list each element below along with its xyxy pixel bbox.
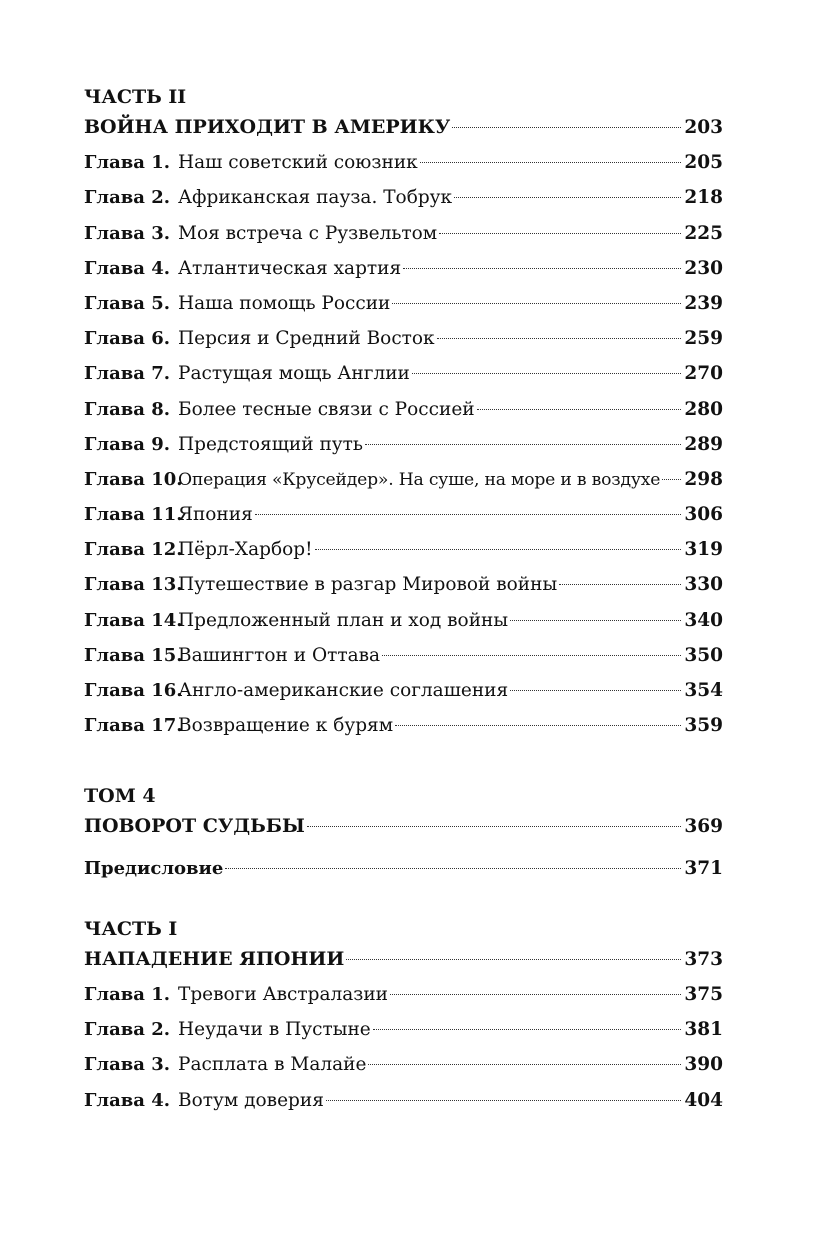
chapter-label: Глава 15. — [84, 644, 183, 666]
chapter-title: Атлантическая хартия — [178, 257, 402, 279]
page-number: 375 — [684, 983, 723, 1005]
page-number: 369 — [684, 816, 723, 838]
chapter-title: Неудачи в Пустыне — [178, 1019, 371, 1041]
page-number: 218 — [684, 187, 723, 209]
chapter-label: Глава 10. — [84, 468, 183, 490]
toc-entry — [84, 603, 723, 638]
page-number: 230 — [684, 257, 723, 279]
chapter-label: Глава 12. — [84, 539, 183, 561]
toc-entry — [84, 708, 723, 743]
chapter-title: Япония — [178, 504, 253, 526]
toc-entry — [84, 356, 723, 391]
dot-leader — [326, 1100, 682, 1101]
page-number: 354 — [684, 680, 723, 701]
page-number: 280 — [684, 398, 723, 420]
dot-leader — [477, 409, 682, 410]
chapter-title: Персия и Средний Восток — [178, 328, 435, 350]
chapter-label: Глава 4. — [84, 257, 171, 279]
chapter-label: Глава 1. — [84, 152, 171, 174]
page-number: 359 — [684, 715, 723, 737]
toc-entry — [84, 286, 723, 321]
volume-title: ПОВОРОТ СУДЬБЫ — [84, 815, 305, 838]
dot-leader — [307, 826, 682, 827]
chapter-label: Глава 3. — [84, 222, 171, 244]
page-number: 306 — [684, 504, 723, 526]
page-number: 350 — [684, 644, 723, 666]
chapter-label: Глава 9. — [84, 433, 171, 455]
chapter-label: Глава 6. — [84, 328, 171, 350]
chapter-label: Глава 7. — [84, 363, 171, 385]
chapter-label: Глава 1. — [84, 983, 171, 1005]
dot-leader — [510, 690, 681, 691]
page-number: 371 — [684, 857, 723, 879]
page-number: 390 — [684, 1054, 723, 1076]
dot-leader — [225, 868, 681, 869]
dot-leader — [559, 584, 681, 585]
toc-entry — [84, 977, 723, 1012]
chapter-title: Более тесные связи с Россией — [178, 398, 475, 420]
part-label: ЧАСТЬ II — [84, 86, 187, 108]
dot-leader — [439, 233, 681, 234]
chapter-label: Глава 3. — [84, 1054, 171, 1076]
page-number: 270 — [684, 363, 723, 385]
page-number: 340 — [684, 609, 723, 631]
toc-entry — [84, 497, 723, 532]
chapter-title: Пёрл-Харбор! — [178, 539, 313, 561]
chapter-title: Африканская пауза. Тобрук — [178, 187, 453, 209]
dot-leader — [368, 1064, 681, 1065]
toc-entry — [84, 673, 723, 708]
page-number: 404 — [684, 1089, 723, 1111]
toc-entry — [84, 251, 723, 286]
chapter-title: Предстоящий путь — [178, 433, 363, 455]
dot-leader — [315, 549, 682, 550]
dot-leader — [454, 197, 681, 198]
page-number: 239 — [684, 292, 723, 314]
preface-title: Предисловие — [84, 857, 224, 879]
toc-entry — [84, 427, 723, 462]
chapter-title: Тревоги Австралазии — [178, 983, 389, 1005]
chapter-title: Расплата в Малайе — [178, 1054, 367, 1076]
part-label: ЧАСТЬ I — [84, 917, 178, 940]
chapter-label: Глава 11. — [84, 504, 183, 526]
chapter-label: Глава 17. — [84, 715, 183, 737]
dot-leader — [403, 268, 681, 269]
page-number: 259 — [684, 328, 723, 350]
dot-leader — [255, 514, 682, 515]
chapter-label: Глава 4. — [84, 1089, 171, 1111]
dot-leader — [382, 655, 681, 656]
dot-leader — [452, 127, 681, 128]
chapter-label: Глава 14. — [84, 609, 183, 631]
dot-leader — [510, 620, 681, 621]
dot-leader — [395, 725, 681, 726]
dot-leader — [390, 994, 681, 995]
chapter-title: Операция «Крусейдер». На суше, на море и в воздухе — [178, 469, 661, 490]
page-number: 298 — [684, 468, 723, 490]
chapter-label: Глава 8. — [84, 398, 171, 420]
volume-label: ТОМ 4 — [84, 785, 156, 808]
toc-entry — [84, 321, 723, 356]
dot-leader — [373, 1029, 682, 1030]
page-number: 319 — [684, 539, 723, 561]
chapter-title: Возвращение к бурям — [178, 715, 394, 737]
chapter-title: Вотум доверия — [178, 1089, 324, 1111]
part-heading-entry — [84, 942, 723, 977]
page-number: 289 — [684, 433, 723, 455]
chapter-title: Путешествие в разгар Мировой войны — [178, 574, 558, 596]
dot-leader — [365, 444, 681, 445]
toc-entry — [84, 532, 723, 567]
table-of-contents — [84, 84, 723, 1118]
chapter-title: Моя встреча с Рузвельтом — [178, 222, 438, 244]
toc-entry — [84, 216, 723, 251]
page-number: 225 — [684, 222, 723, 244]
toc-entry — [84, 638, 723, 673]
page-number: 381 — [684, 1019, 723, 1041]
dot-leader — [392, 303, 681, 304]
page-number: 203 — [684, 117, 723, 138]
toc-entry — [84, 1012, 723, 1047]
chapter-label: Глава 16. — [84, 680, 183, 701]
page-number: 373 — [684, 948, 723, 970]
chapter-title: Вашингтон и Оттава — [178, 644, 381, 666]
dot-leader — [346, 959, 681, 960]
part-title: ВОЙНА ПРИХОДИТ В АМЕРИКУ — [84, 116, 451, 138]
page-number: 330 — [684, 574, 723, 596]
page-number: 205 — [684, 152, 723, 174]
dot-leader — [412, 373, 682, 374]
dot-leader — [420, 162, 682, 163]
toc-entry — [84, 392, 723, 427]
toc-entry — [84, 145, 723, 180]
toc-entry — [84, 462, 723, 497]
chapter-title: Растущая мощь Англии — [178, 363, 410, 385]
toc-entry — [84, 1083, 723, 1118]
chapter-title: Предложенный план и ход войны — [178, 609, 509, 631]
chapter-label: Глава 2. — [84, 1019, 171, 1041]
chapter-label: Глава 5. — [84, 292, 171, 314]
toc-entry — [84, 180, 723, 215]
toc-entry — [84, 567, 723, 602]
part-title: НАПАДЕНИЕ ЯПОНИИ — [84, 947, 345, 970]
preface-entry — [84, 851, 723, 886]
chapter-title: Наш советский союзник — [178, 152, 418, 174]
dot-leader — [662, 479, 681, 480]
toc-entry — [84, 1047, 723, 1082]
chapter-title: Наша помощь России — [178, 292, 391, 314]
chapter-label: Глава 2. — [84, 187, 171, 209]
dot-leader — [437, 338, 682, 339]
chapter-label: Глава 13. — [84, 574, 183, 596]
volume-heading-entry — [84, 809, 723, 844]
part-heading-entry — [84, 110, 723, 145]
chapter-title: Англо-американские соглашения — [178, 680, 509, 701]
